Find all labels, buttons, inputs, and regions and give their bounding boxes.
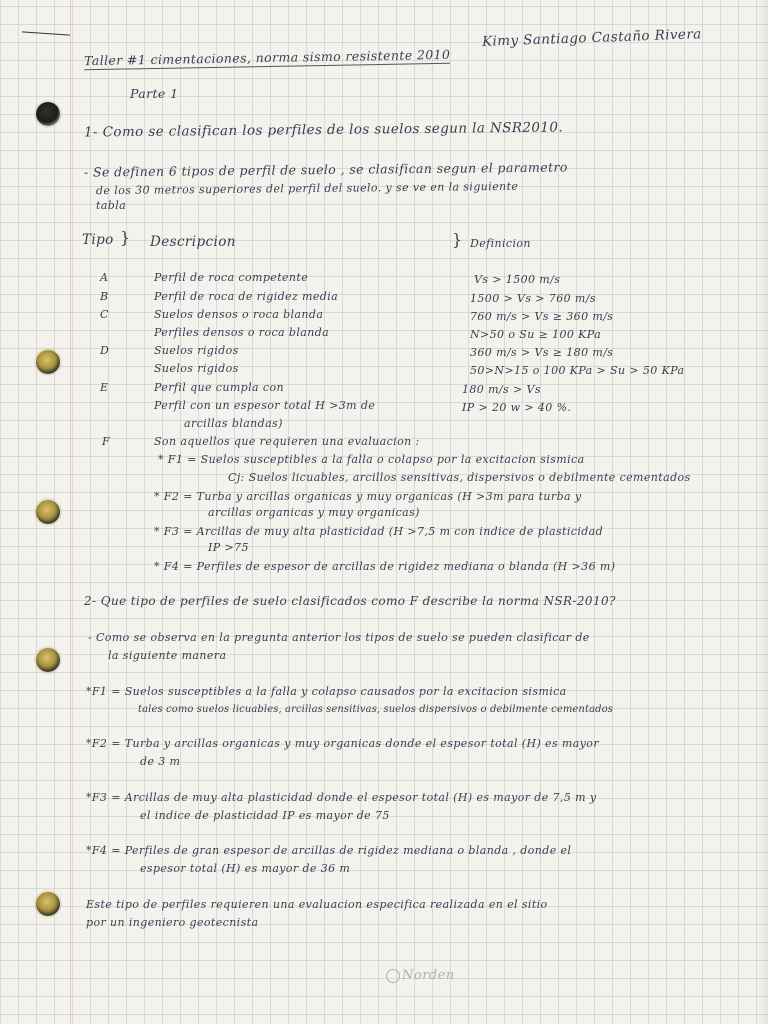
brace-mark: } [120,228,131,247]
row-descripcion: Suelos rigidos [154,344,239,357]
page-edge-shadow [758,0,768,1024]
q2-line: de 3 m [140,755,181,768]
row-descripcion: Perfiles densos o roca blanda [154,326,330,339]
f-line: * F2 = Turba y arcillas organicas y muy organicas (H >3m para turba y [154,490,582,503]
f-line: IP >75 [208,541,249,554]
column-header-tipo: Tipo [82,232,114,248]
q1-intro-line: de los 30 metros superiores del perfil del suelo. y se ve en la siguiente [95,179,519,198]
question-2: 2- Que tipo de perfiles de suelo clasificados como F describe la norma NSR-2010? [84,594,616,608]
q2-line: - Como se observa en la pregunta anterior los tipos de suelo se pueden clasificar de [88,631,590,644]
binder-hole [36,102,60,126]
f-line: * F1 = Suelos susceptibles a la falla o colapso por la excitacion sismica [158,453,585,466]
row-definicion: 1500 > Vs > 760 m/s [470,292,596,305]
brand-logo-icon [386,969,400,983]
row-descripcion: Perfil de roca competente [154,271,309,284]
q2-line: Este tipo de perfiles requieren una evaluacion especifica realizada en el sitio [86,898,548,911]
column-header-descripcion: Descripcion [150,234,236,250]
q1-intro-line: tabla [96,199,127,212]
row-tipo: E [100,381,109,394]
q1-intro-line: - Se definen 6 tipos de perfil de suelo , se clasifican segun el parametro [83,159,568,180]
binder-hole [36,350,60,374]
row-definicion: 360 m/s > Vs ≥ 180 m/s [470,346,614,359]
row-tipo: A [100,271,109,284]
row-definicion: N>50 o Su ≥ 100 KPa [470,328,602,341]
f-line: arcillas organicas y muy organicas) [208,506,420,519]
q2-line: *F3 = Arcillas de muy alta plasticidad donde el espesor total (H) es mayor de 7,5 m y [86,791,597,804]
notebook-brand-watermark [386,968,455,983]
f-line: Cj: Suelos licuables, arcillos sensitivas, dispersivos o debilmente cementados [228,471,691,484]
f-line: Son aquellos que requieren una evaluacion : [154,435,420,448]
row-tipo: B [100,290,109,303]
row-descripcion: Suelos rigidos [154,362,239,375]
row-descripcion: Suelos densos o roca blanda [154,308,324,321]
row-descripcion: arcillas blandas) [184,417,283,430]
brand-name: Norden [402,968,455,983]
q2-line: *F4 = Perfiles de gran espesor de arcillas de rigidez mediana o blanda , donde el [86,844,572,857]
q2-line: tales como suelos licuables, arcillas sensitivas, suelos dispersivos o debilmente cementados [138,704,614,715]
column-header-definicion: Definicion [470,237,531,250]
row-definicion: 50>N>15 o 100 KPa > Su > 50 KPa [470,364,685,377]
author-name: Kimy Santiago Castaño Rivera [481,26,702,50]
row-tipo: D [100,344,110,357]
row-definicion: 760 m/s > Vs ≥ 360 m/s [470,310,614,323]
binder-hole [36,892,60,916]
q2-line: el indice de plasticidad IP es mayor de 75 [140,809,390,822]
ink-stroke [22,31,70,35]
binder-hole [36,500,60,524]
q2-line: espesor total (H) es mayor de 36 m [140,862,351,875]
margin-line [70,0,71,1024]
binder-hole [36,648,60,672]
row-descripcion: Perfil que cumpla con [154,381,284,394]
f-line: * F4 = Perfiles de espesor de arcillas de rigidez mediana o blanda (H >36 m) [154,560,616,573]
f-line: * F3 = Arcillas de muy alta plasticidad (H >7,5 m con indice de plasticidad [154,525,604,538]
row-descripcion: Perfil con un espesor total H >3m de [154,399,376,412]
row-definicion: IP > 20 w > 40 %. [462,401,572,414]
row-descripcion: Perfil de roca de rigidez media [154,290,339,303]
row-definicion: Vs > 1500 m/s [474,273,561,286]
q2-line: *F2 = Turba y arcillas organicas y muy organicas donde el espesor total (H) es mayor [86,737,599,750]
row-tipo-f: F [102,435,111,448]
row-tipo: C [100,308,109,321]
q2-line: la siguiente manera [108,649,227,662]
brace-mark: } [452,230,463,249]
question-1: 1- Como se clasifican los perfiles de los suelos segun la NSR2010. [83,119,564,141]
q2-line: *F1 = Suelos susceptibles a la falla y colapso causados por la excitacion sismica [86,685,567,698]
row-definicion: 180 m/s > Vs [462,383,541,396]
part-label: Parte 1 [130,86,179,101]
q2-line: por un ingeniero geotecnista [86,916,259,929]
assignment-title: Taller #1 cimentaciones, norma sismo resistente 2010 [83,46,451,69]
